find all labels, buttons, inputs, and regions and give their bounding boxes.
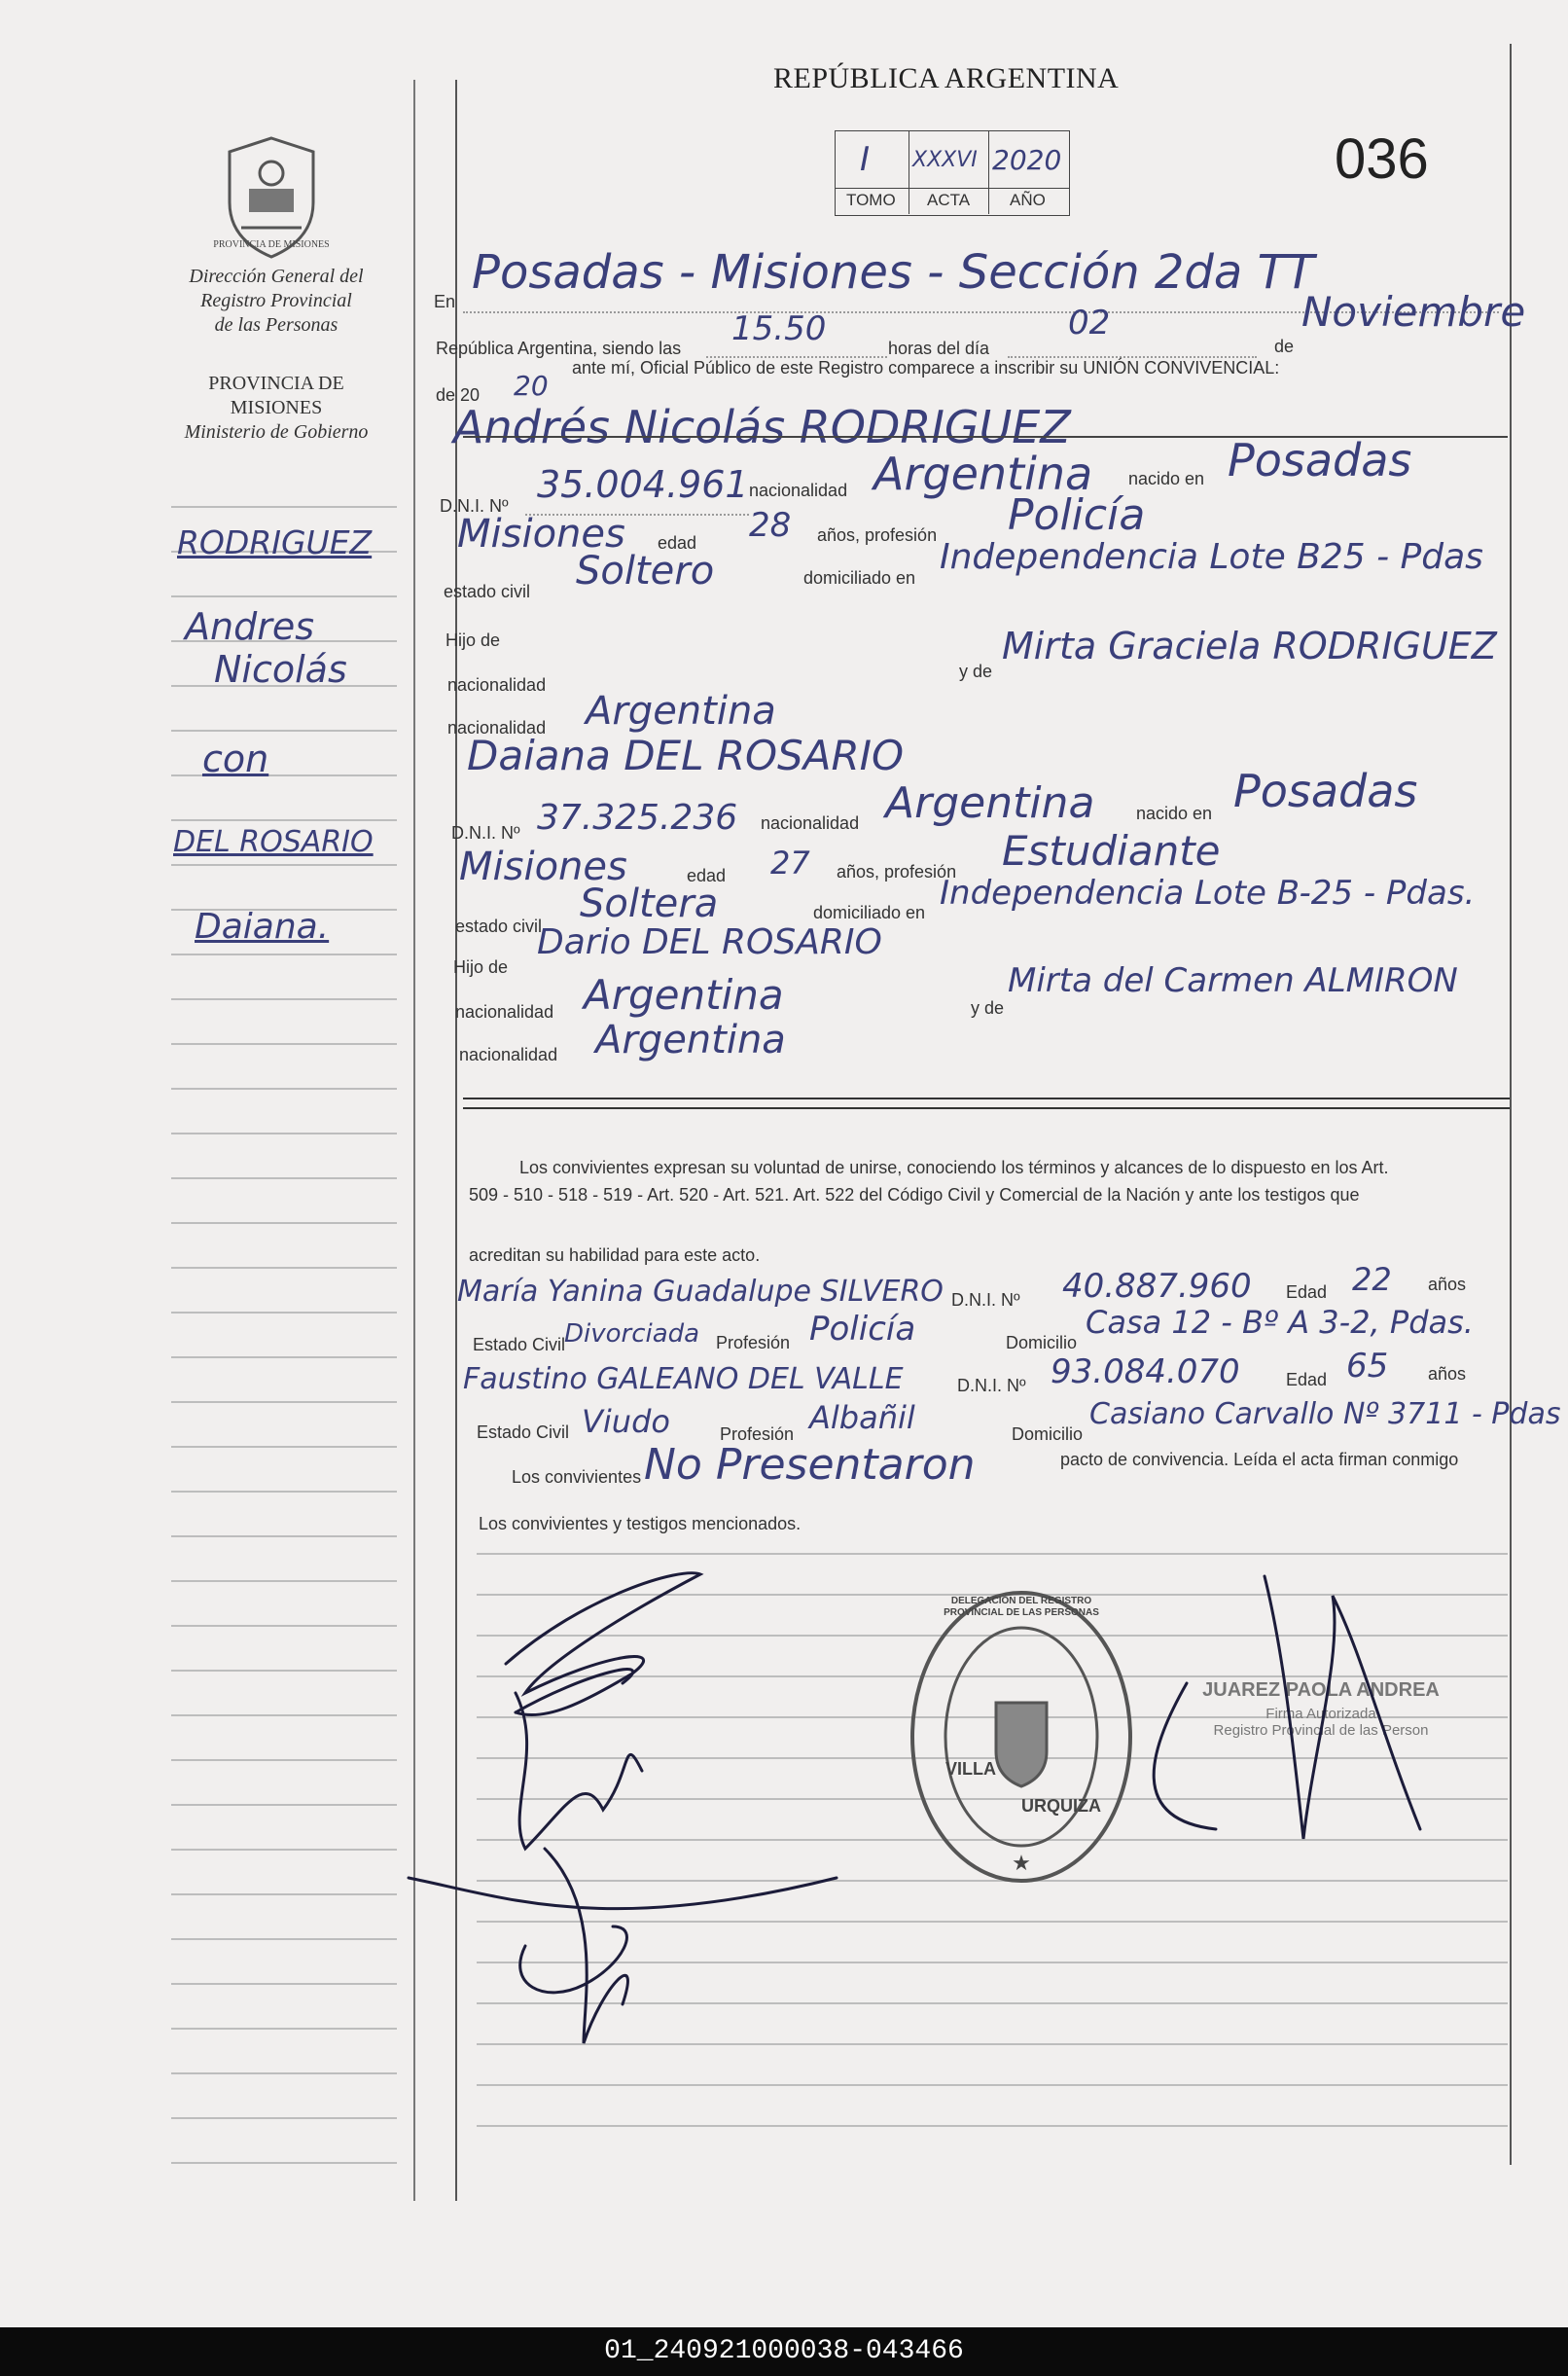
hours-label: horas del día	[888, 339, 990, 358]
p1-mother-nationality: Argentina	[586, 689, 776, 734]
p2-y-de-label: y de	[971, 998, 1005, 1018]
w2-profesion-label: Profesión	[720, 1424, 795, 1444]
p2-mother-nac-label: nacionalidad	[459, 1045, 558, 1064]
w2-edad-label: Edad	[1286, 1370, 1328, 1389]
p1-birthplace2: Misiones	[457, 512, 625, 557]
tomo-label: TOMO	[846, 191, 896, 209]
w1-age: 22	[1352, 1261, 1392, 1298]
margin-note-name3: Daiana.	[195, 907, 330, 947]
ministry-name: Ministerio de Gobierno	[184, 421, 369, 443]
w2-domicilio-label: Domicilio	[1012, 1424, 1084, 1444]
month: Noviembre	[1301, 288, 1526, 336]
seal-text: PROVINCIA DE MISIONES	[213, 239, 330, 250]
day: 02	[1068, 304, 1111, 342]
province-line-2: MISIONES	[230, 397, 323, 418]
w2-address: Casiano Carvallo Nº 3711 - Pdas	[1089, 1397, 1561, 1431]
signature-6	[1154, 1576, 1420, 1839]
delegation-center-1: VILLA	[945, 1759, 996, 1779]
p2-birthplace2: Misiones	[459, 845, 627, 889]
p1-age: 28	[749, 506, 792, 545]
p1-edad-label: edad	[658, 533, 697, 553]
time: 15.50	[731, 309, 827, 348]
margin-note-name2: Nicolás	[214, 648, 347, 691]
p1-dni-label: D.N.I. Nº	[440, 496, 509, 516]
p2-civil-status: Soltera	[580, 882, 719, 926]
w2-civil-status: Viudo	[582, 1403, 670, 1440]
margin-note-surname: RODRIGUEZ	[177, 523, 373, 561]
p2-estado-label: estado civil	[455, 917, 543, 936]
p1-estado-label: estado civil	[444, 582, 531, 601]
p2-mother: Mirta del Carmen ALMIRON	[1008, 961, 1458, 1000]
svg-text:★: ★	[1012, 1851, 1031, 1875]
tomo-value: I	[860, 140, 871, 179]
w1-anios-label: años	[1428, 1275, 1467, 1294]
p2-father: Dario DEL ROSARIO	[537, 922, 882, 962]
agency-line-2: Registro Provincial	[200, 290, 352, 311]
official-office: Registro Provincial de las Person	[1213, 1722, 1429, 1739]
w2-estado-label: Estado Civil	[477, 1422, 570, 1442]
p1-domiciliado-label: domiciliado en	[803, 568, 916, 588]
p1-profession: Policía	[1008, 490, 1146, 540]
p2-birthplace: Posadas	[1233, 765, 1418, 817]
statement-line-1: Los convivientes expresan su voluntad de unirse, conociendo los términos y alcances de lo dispuesto en los Art.	[519, 1158, 1389, 1177]
margin-note-surname2: DEL ROSARIO	[173, 825, 374, 859]
p2-domiciliado-label: domiciliado en	[813, 903, 926, 922]
p1-address: Independencia Lote B25 - Pdas	[940, 537, 1483, 577]
signature-5	[520, 1926, 627, 1993]
delegation-center-2: URQUIZA	[1021, 1796, 1101, 1816]
p1-civil-status: Soltero	[576, 549, 715, 594]
w1-civil-status: Divorciada	[564, 1319, 700, 1349]
w2-age: 65	[1346, 1347, 1389, 1386]
p1-hijo-label: Hijo de	[445, 630, 501, 650]
signature-1	[506, 1573, 700, 1715]
w1-dni: 40.887.960	[1062, 1267, 1252, 1306]
closing-text: Los convivientes y testigos mencionados.	[479, 1514, 802, 1533]
p2-father-nationality: Argentina	[584, 971, 784, 1019]
country-heading: REPÚBLICA ARGENTINA	[773, 62, 1120, 94]
p1-dni: 35.004.961	[537, 463, 749, 506]
agency-line-3: de las Personas	[214, 314, 339, 336]
p2-mother-nationality: Argentina	[595, 1018, 786, 1062]
pact-value: No Presentaron	[644, 1440, 976, 1490]
w2-dni: 93.084.070	[1051, 1352, 1240, 1391]
signature-3	[516, 1693, 642, 1849]
p2-father-nac-label: nacionalidad	[455, 1002, 554, 1022]
p1-mother: Mirta Graciela RODRIGUEZ	[1002, 625, 1497, 667]
p1-profesion-label: años, profesión	[817, 525, 938, 545]
image-id-footer: 01_240921000038-043466	[0, 2327, 1568, 2376]
p2-dni-label: D.N.I. Nº	[451, 823, 520, 843]
p1-nacido-label: nacido en	[1128, 469, 1205, 488]
year-suffix: 20	[514, 370, 549, 402]
intro-text: ante mí, Oficial Público de este Registro comparece a inscribir su UNIÓN CONVIVENCIAL:	[572, 358, 1280, 378]
province-line-1: PROVINCIA DE	[208, 373, 344, 394]
p2-edad-label: edad	[687, 866, 727, 885]
p2-nacido-label: nacido en	[1136, 804, 1213, 823]
en-label: En	[434, 292, 456, 311]
margin-note-con: con	[202, 738, 269, 780]
convivientes-label: Los convivientes	[512, 1467, 642, 1487]
w1-estado-label: Estado Civil	[473, 1335, 566, 1354]
pact-text: pacto de convivencia. Leída el acta firman conmigo	[1060, 1450, 1459, 1469]
p1-nationality: Argentina	[873, 448, 1093, 500]
person1-name: Andrés Nicolás RODRIGUEZ	[453, 401, 1071, 453]
w1-address: Casa 12 - Bº A 3-2, Pdas.	[1086, 1304, 1474, 1341]
republic-label: República Argentina, siendo las	[436, 339, 682, 358]
delegation-ring-text: DELEGACIÓN DEL REGISTRO PROVINCIAL DE LAS PERSONAS	[944, 1596, 1099, 1618]
official-name: JUAREZ PAOLA ANDREA	[1202, 1679, 1440, 1701]
w2-anios-label: años	[1428, 1364, 1467, 1384]
official-role: Firma Autorizada	[1265, 1706, 1376, 1722]
p2-address: Independencia Lote B-25 - Pdas.	[940, 874, 1476, 913]
p1-nac-label: nacionalidad	[749, 481, 848, 500]
year-prefix: de 20	[436, 385, 481, 405]
p2-hijo-label: Hijo de	[453, 957, 509, 977]
p2-nationality: Argentina	[885, 778, 1095, 828]
p1-birthplace: Posadas	[1228, 434, 1412, 486]
statement-line-3: acreditan su habilidad para este acto.	[469, 1245, 761, 1265]
statement-line-2: 509 - 510 - 518 - 519 - Art. 520 - Art. 521. Art. 522 del Código Civil y Comercial de la Nación y ante los testigos que	[469, 1185, 1360, 1205]
p2-age: 27	[770, 845, 810, 882]
w1-dni-label: D.N.I. Nº	[951, 1290, 1020, 1310]
signature-4	[409, 1849, 837, 2043]
anio-label: AÑO	[1010, 191, 1046, 209]
record-number: 036	[1335, 127, 1429, 191]
w2-dni-label: D.N.I. Nº	[957, 1376, 1026, 1395]
w1-profession: Policía	[809, 1310, 916, 1349]
p2-nac-label: nacionalidad	[761, 813, 860, 833]
place: Posadas - Misiones - Sección 2da TT	[472, 245, 1315, 300]
w1-profesion-label: Profesión	[716, 1333, 791, 1352]
margin-note-name1: Andres	[185, 605, 314, 648]
acta-value: XXXVI	[912, 148, 978, 172]
w2-profession: Albañil	[809, 1399, 915, 1436]
p2-profesion-label: años, profesión	[837, 862, 957, 882]
anio-value: 2020	[992, 144, 1062, 176]
de-label: de	[1274, 337, 1295, 356]
w1-domicilio-label: Domicilio	[1006, 1333, 1078, 1352]
agency-line-1: Dirección General del	[189, 266, 364, 287]
p2-profession: Estudiante	[1002, 827, 1221, 875]
w1-edad-label: Edad	[1286, 1282, 1328, 1302]
p2-dni: 37.325.236	[537, 798, 738, 838]
witness2-name: Faustino GALEANO DEL VALLE	[463, 1362, 904, 1396]
p1-y-de-label: y de	[959, 662, 993, 681]
p1-mother-nac-label: nacionalidad	[447, 718, 547, 738]
person2-name: Daiana DEL ROSARIO	[467, 732, 905, 779]
witness1-name: María Yanina Guadalupe SILVERO	[457, 1275, 944, 1309]
p1-father-nac-label: nacionalidad	[447, 675, 547, 695]
acta-label: ACTA	[927, 191, 971, 209]
